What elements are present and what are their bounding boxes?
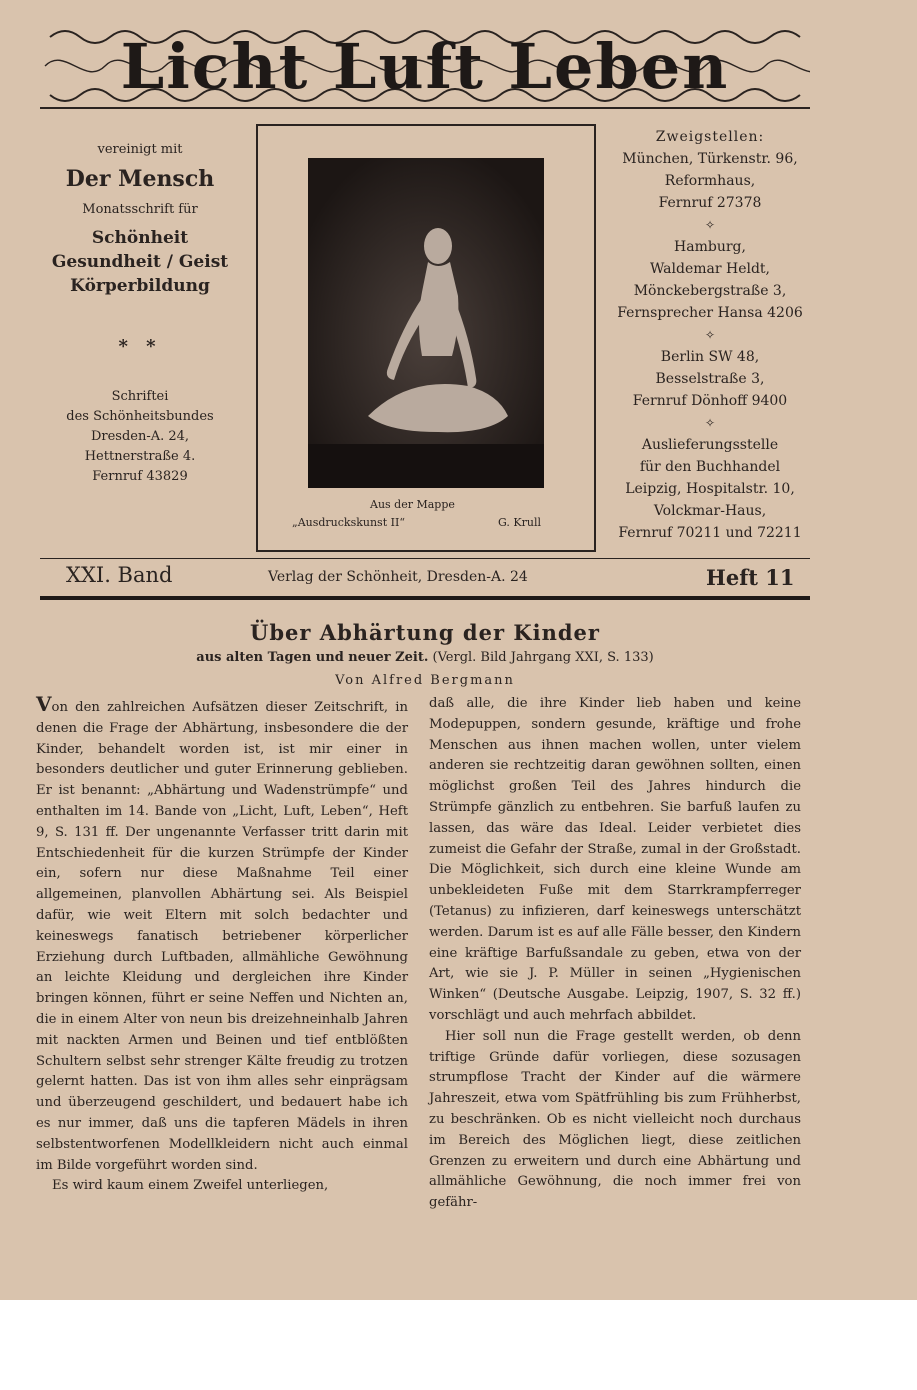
leipzig-line-3: Leipzig, Hospitalstr. 10, [625,481,795,497]
article-column-left [36,694,408,1197]
caption-line-2: „Ausdruckskunst II“ [292,516,405,529]
leipzig-line-4: Volckmar-Haus, [653,503,767,519]
paragraph: Hier soll nun die Frage gestellt werden, ob denn triftige Gründe dafür vorliegen, diese sozusagen strumpflose Tracht der Kinder auf die wärmere Jahreszeit, etwa vom Spätfrühling bis zum Frühherbst, zu beschränken. Ob es nicht vielleicht noch durchaus im Bereich des Möglichen liegt, diese zeitlichen Grenzen zu erweitern und durch eine Abhärtung und allmähliche Gewöhnung, die noch immer frei von gefähr- [429,1028,801,1211]
left-line-1: vereinigt mit [97,142,183,157]
article-column-right [429,694,801,1214]
photograph [308,158,544,488]
diamond-divider: ✧ [704,416,716,430]
leipzig-line-5: Fernruf 70211 und 72211 [618,525,802,541]
left-line-6: Körperbildung [70,276,210,296]
photo-credit: G. Krull [498,516,541,529]
paragraph: Es wird kaum einem Zweifel unterliegen, [52,1178,329,1194]
subtitle-text: aus alten Tagen und neuer Zeit. [196,650,429,665]
branch-offices-column [600,126,820,544]
divider-rule [40,596,810,600]
masthead-title: Licht Luft Leben [120,29,730,103]
caption-line-1: Aus der Mappe [370,498,455,511]
der-mensch-title: Der Mensch [65,166,215,192]
left-line-5: Gesundheit / Geist [51,252,229,272]
munich-line-3: Fernruf 27378 [658,195,762,211]
address-line-4: Hettnerstraße 4. [84,449,196,464]
left-info-column [40,140,240,487]
article-title: Über Abhärtung der Kinder [250,620,600,645]
photo-frame [256,124,596,552]
address-line-3: Dresden-A. 24, [90,429,190,444]
berlin-line-2: Besselstraße 3, [655,371,765,387]
publisher-label: Verlag der Schönheit, Dresden-A. 24 [268,569,528,585]
munich-line-2: Reformhaus, [664,173,756,189]
masthead [40,22,810,110]
hamburg-line-1: Hamburg, [674,239,746,255]
hamburg-line-3: Mönckebergstraße 3, [633,283,787,299]
address-line-1: Schriftei [111,389,169,404]
paragraph-text: on den zahlreichen Aufsätzen dieser Zeitschrift, in denen die Frage der Abhärtung, insbesondere die der Kinder, behandelt worden ist, ist mir einer in besonders deutlicher und guter Erinnerung geblieben. Er ist benannt: „Abhärtung und Wadenstrümpfe“ und enthalten im 14. Bande von „Licht, Luft, Leben“, Heft 9, S. 131 ff. Der ungenannte Verfasser tritt darin mit Entschiedenheit für die kurzen Strümpfe der Kinder ein, sofern nur diese Maßnahme Teil einer allgemeinen, planvollen Abhärtung sei. Als Beispiel dafür, wie weit Eltern mit solch bedachter und keineswegs fanatisch betriebener körperlicher Erziehung durch Luftbaden, allmähliche Gewöhnung an leichte Kleidung und dergleichen ihre Kinder bringen können, führt er seine Neffen und Nichten an, die in einem Alter von neun bis dreizehneinhalb Jahren mit nackten Armen und Beinen und tief entblößten Schultern selbst sehr strenger Kälte freudig zu trotzen gelernt hatten. Das ist von ihm alles sehr einprägsam und überzeugend geschildert, und bedauert habe ich es nur immer, daß uns die tapferen Mädels in ihren selbstentworfenen Modellkleidern nicht auch einmal im Bilde vorgeführt worden sind. [36,700,408,1173]
paragraph [36,694,408,1176]
address-line-2: des Schönheitsbundes [66,409,214,424]
address-line-5: Fernruf 43829 [92,469,188,484]
diamond-divider: ✧ [704,218,716,232]
drop-cap: V [36,692,52,716]
branch-heading: Zweigstellen: [655,129,765,145]
stars-divider: * * [118,336,162,357]
leipzig-line-2: für den Buchhandel [639,459,781,475]
hamburg-line-2: Waldemar Heldt, [649,261,771,277]
issue-label: Heft 11 [706,565,795,590]
issue-info-row [40,558,810,599]
article-subtitle [40,650,810,665]
berlin-line-3: Fernruf Dönhoff 9400 [632,393,788,409]
diamond-divider: ✧ [704,328,716,342]
left-line-4: Schönheit [91,228,189,248]
paragraph: daß alle, die ihre Kinder lieb haben und keine Modepuppen, sondern gesunde, kräftige und frohe Menschen aus ihnen machen wollen, unter vielem anderen sie rechtzeitig daran gewöhnen sollten, einen möglichst großen Teil des Jahres hindurch die Strümpfe gänzlich zu entbehren. Sie barfuß laufen zu lassen, das wäre das Ideal. Leider verbietet dies zumeist die Gefahr der Straße, zumal in der Großstadt. Die Möglichkeit, sich durch eine kleine Wunde am unbekleideten Fuße mit dem Starrkrampferreger (Tetanus) zu infizieren, darf keineswegs unterschätzt werden. Darum ist es auf alle Fälle besser, den Kindern eine kräftige Barfußsandale zu geben, etwa von der Art, wie sie J. P. Müller in seinen „Hygienischen Winken“ (Deutsche Ausgabe. Leipzig, 1907, S. 32 ff.) vorschlägt und auch mehrfach abbildet. [429,696,801,1023]
volume-label: XXI. Band [66,563,173,587]
subtitle-reference: (Vergl. Bild Jahrgang XXI, S. 133) [432,650,654,665]
hamburg-line-4: Fernsprecher Hansa 4206 [617,305,803,321]
munich-line-1: München, Türkenstr. 96, [622,151,798,167]
leipzig-line-1: Auslieferungsstelle [641,437,779,453]
seated-figure-image [308,158,544,488]
left-line-3: Monatsschrift für [82,202,198,217]
berlin-line-1: Berlin SW 48, [660,349,760,365]
article-author: Von Alfred Bergmann [335,673,515,688]
